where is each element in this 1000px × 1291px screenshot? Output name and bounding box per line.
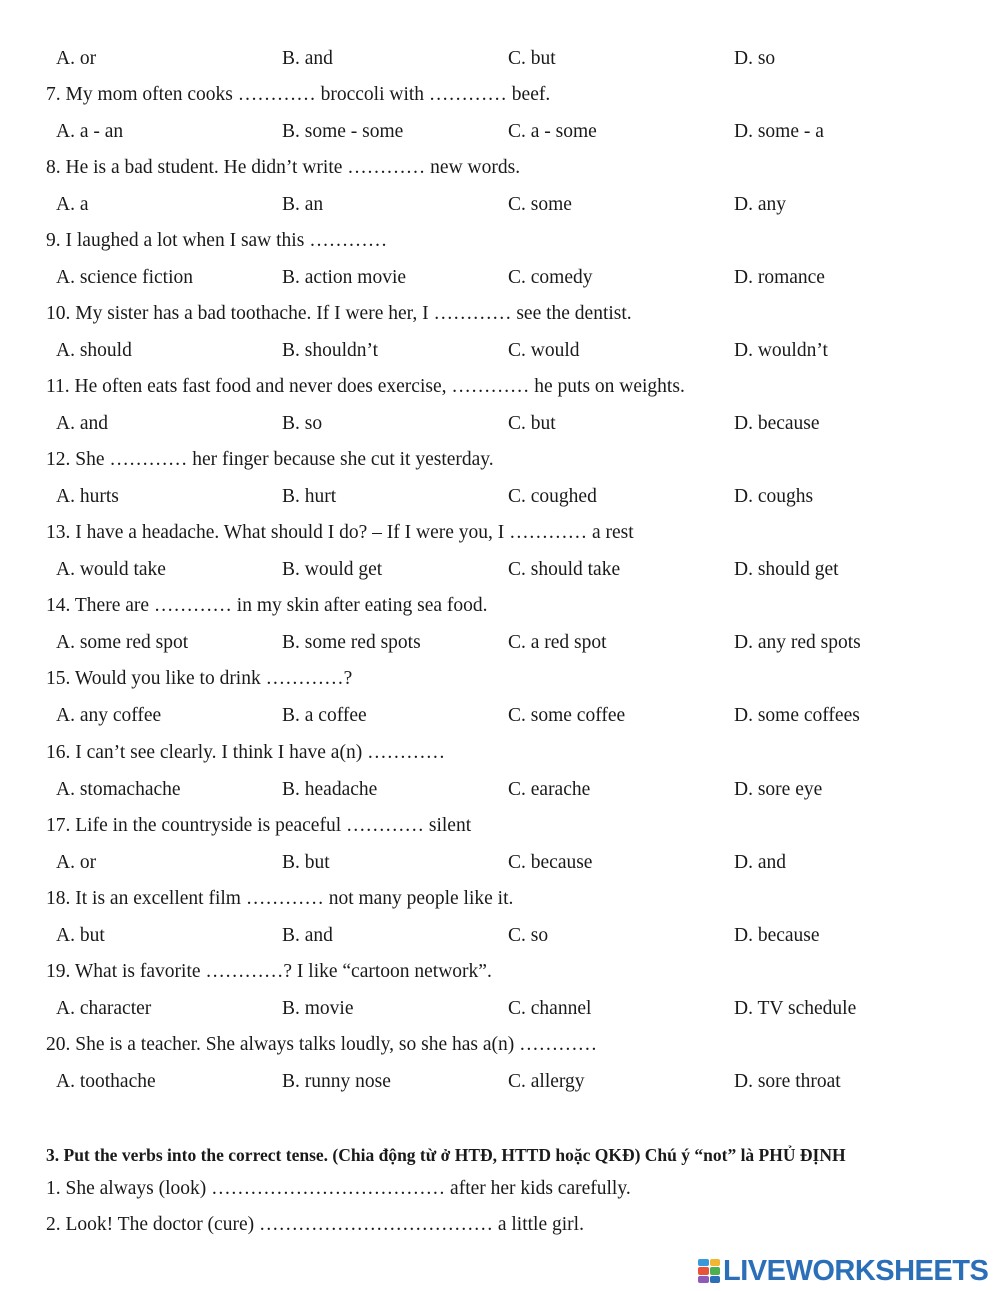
option-b: B. so — [282, 413, 323, 434]
option-a: A. a - an — [56, 121, 124, 142]
option-a: A. character — [56, 998, 152, 1019]
option-a: A. some red spot — [56, 632, 189, 653]
option-b: B. a coffee — [282, 705, 367, 726]
option-d: D. romance — [734, 267, 825, 288]
option-b: B. shouldn’t — [282, 340, 379, 361]
question-text: 10. My sister has a bad toothache. If I were her, I ………… see the dentist. — [46, 303, 632, 324]
option-c: C. comedy — [508, 267, 593, 288]
option-b: B. headache — [282, 779, 378, 800]
option-d: D. sore eye — [734, 779, 823, 800]
option-d: D. some - a — [734, 121, 824, 142]
option-c: C. because — [508, 852, 593, 873]
liveworksheets-logo — [698, 1256, 988, 1286]
option-b: B. hurt — [282, 486, 337, 507]
question-text: 15. Would you like to drink …………? — [46, 668, 353, 689]
option-b: B. an — [282, 194, 324, 215]
option-d: D. any — [734, 194, 786, 215]
option-d: D. wouldn’t — [734, 340, 828, 361]
option-a: A. toothache — [56, 1071, 156, 1092]
question-text: 7. My mom often cooks ………… broccoli with ………… beef. — [46, 84, 551, 105]
option-a: A. and — [56, 413, 108, 434]
option-c: C. but — [508, 413, 556, 434]
logo-text: LIVEWORKSHEETS — [723, 1255, 989, 1287]
option-c: C. allergy — [508, 1071, 585, 1092]
option-a: A. hurts — [56, 486, 119, 507]
exercise-item: 2. Look! The doctor (cure) ……………………………… a little girl. — [46, 1214, 584, 1235]
option-c: C. a red spot — [508, 632, 607, 653]
option-d: D. should get — [734, 559, 839, 580]
question-text: 17. Life in the countryside is peaceful ………… silent — [46, 815, 472, 836]
option-b: B. would get — [282, 559, 383, 580]
option-b: B. action movie — [282, 267, 407, 288]
option-b: B. some - some — [282, 121, 404, 142]
option-c: C. some — [508, 194, 572, 215]
option-d: D. TV schedule — [734, 998, 857, 1019]
option-b: B. and — [282, 48, 333, 69]
option-d: D. because — [734, 925, 820, 946]
option-d: D. any red spots — [734, 632, 861, 653]
question-text: 12. She ………… her finger because she cut it yesterday. — [46, 449, 494, 470]
option-c: C. earache — [508, 779, 591, 800]
option-a: A. would take — [56, 559, 166, 580]
option-c: C. channel — [508, 998, 592, 1019]
option-b: B. but — [282, 852, 330, 873]
question-text: 9. I laughed a lot when I saw this ………… — [46, 230, 388, 251]
option-a: A. a — [56, 194, 89, 215]
option-c: C. a - some — [508, 121, 597, 142]
option-b: B. some red spots — [282, 632, 421, 653]
option-c: C. but — [508, 48, 556, 69]
option-c: C. would — [508, 340, 580, 361]
option-d: D. some coffees — [734, 705, 860, 726]
option-a: A. should — [56, 340, 132, 361]
option-b: B. runny nose — [282, 1071, 391, 1092]
option-a: A. but — [56, 925, 105, 946]
option-d: D. because — [734, 413, 820, 434]
option-b: B. and — [282, 925, 333, 946]
exercise-item: 1. She always (look) ……………………………… after her kids carefully. — [46, 1178, 631, 1199]
question-text: 20. She is a teacher. She always talks loudly, so she has a(n) ………… — [46, 1034, 598, 1055]
question-text: 18. It is an excellent film ………… not many people like it. — [46, 888, 514, 909]
logo-mark-icon — [698, 1259, 720, 1283]
option-d: D. coughs — [734, 486, 814, 507]
option-b: B. movie — [282, 998, 354, 1019]
option-d: D. sore throat — [734, 1071, 841, 1092]
option-a: A. any coffee — [56, 705, 162, 726]
question-text: 13. I have a headache. What should I do? – If I were you, I ………… a rest — [46, 522, 634, 543]
option-a: A. science fiction — [56, 267, 193, 288]
question-text: 16. I can’t see clearly. I think I have a(n) ………… — [46, 742, 446, 763]
question-text: 11. He often eats fast food and never does exercise, ………… he puts on weights. — [46, 376, 685, 397]
question-text: 19. What is favorite …………? I like “cartoon network”. — [46, 961, 492, 982]
question-text: 14. There are ………… in my skin after eating sea food. — [46, 595, 488, 616]
option-a: A. stomachache — [56, 779, 181, 800]
option-c: C. some coffee — [508, 705, 626, 726]
option-a: A. or — [56, 48, 97, 69]
option-c: C. coughed — [508, 486, 597, 507]
option-d: D. and — [734, 852, 786, 873]
question-text: 8. He is a bad student. He didn’t write ………… new words. — [46, 157, 521, 178]
option-d: D. so — [734, 48, 776, 69]
option-c: C. so — [508, 925, 549, 946]
section-heading: 3. Put the verbs into the correct tense. (Chia động từ ở HTĐ, HTTD hoặc QKĐ) Chú ý “not” là PHỦ ĐỊNH — [46, 1145, 846, 1165]
option-c: C. should take — [508, 559, 621, 580]
option-a: A. or — [56, 852, 97, 873]
